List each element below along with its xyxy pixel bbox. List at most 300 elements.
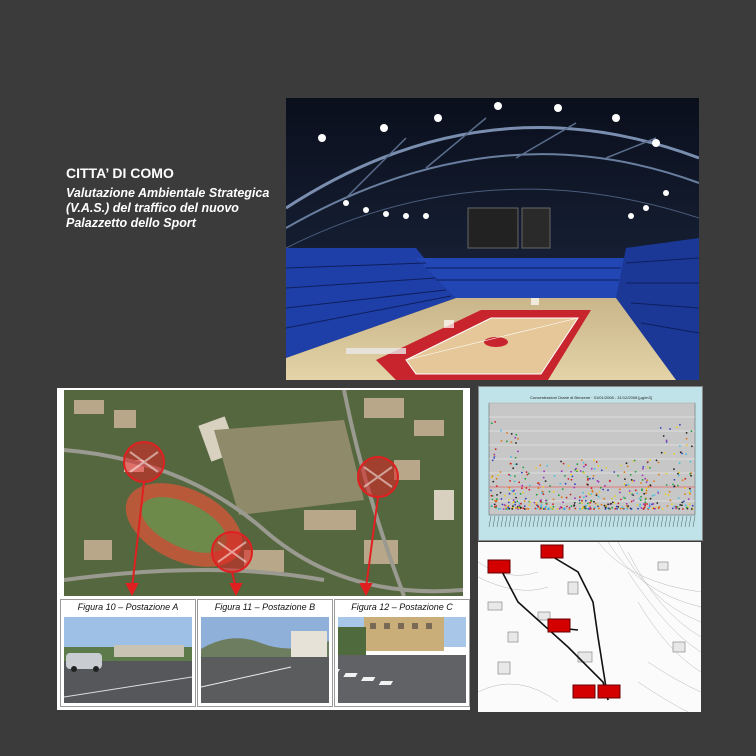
data-point	[646, 503, 648, 505]
aerial-figures-panel	[57, 388, 470, 710]
data-point	[513, 499, 515, 501]
data-point	[553, 491, 555, 493]
data-point	[643, 508, 645, 510]
data-point	[658, 474, 660, 476]
data-point	[640, 482, 642, 484]
data-point	[589, 507, 591, 509]
data-point	[642, 475, 644, 477]
data-point	[599, 491, 601, 493]
data-point	[596, 461, 598, 463]
data-point	[508, 499, 510, 501]
x-tick	[589, 516, 591, 527]
data-point	[604, 485, 606, 487]
data-point	[600, 487, 602, 489]
x-tick	[657, 516, 659, 527]
x-tick	[573, 516, 575, 527]
data-point	[583, 496, 585, 498]
data-point	[526, 508, 528, 510]
data-point	[491, 495, 493, 497]
data-point	[514, 501, 516, 503]
arena-illustration	[286, 98, 699, 380]
data-point	[543, 493, 545, 495]
data-point	[515, 442, 517, 444]
data-point	[653, 480, 655, 482]
data-point	[525, 498, 527, 500]
data-point	[678, 471, 680, 473]
data-point	[689, 488, 691, 490]
data-point	[689, 473, 691, 475]
data-point	[568, 478, 570, 480]
data-point	[605, 467, 607, 469]
data-point	[571, 479, 573, 481]
data-point	[639, 505, 641, 507]
data-point	[510, 456, 512, 458]
data-point	[536, 504, 538, 506]
data-point	[561, 507, 563, 509]
x-tick	[629, 516, 631, 527]
data-point	[573, 504, 575, 506]
data-point	[528, 473, 530, 475]
data-point	[668, 494, 670, 496]
data-point	[648, 507, 650, 509]
x-tick	[525, 516, 527, 527]
data-point	[660, 427, 662, 429]
data-point	[522, 467, 524, 469]
x-tick	[653, 516, 655, 527]
data-point	[561, 496, 563, 498]
data-point	[626, 508, 628, 510]
data-point	[520, 503, 522, 505]
data-point	[594, 468, 596, 470]
data-point	[680, 451, 682, 453]
data-point	[621, 506, 623, 508]
data-point	[645, 498, 647, 500]
data-point	[552, 503, 554, 505]
data-point	[541, 504, 543, 506]
data-point	[631, 508, 633, 510]
data-point	[656, 502, 658, 504]
data-point	[598, 507, 600, 509]
data-point	[654, 494, 656, 496]
data-point	[607, 489, 609, 491]
data-point	[671, 503, 673, 505]
data-point	[510, 463, 512, 465]
data-point	[620, 465, 622, 467]
data-point	[518, 507, 520, 509]
map-tag-4	[573, 685, 595, 698]
data-point	[666, 473, 668, 475]
data-point	[662, 508, 664, 510]
data-point	[677, 473, 679, 475]
data-point	[543, 470, 545, 472]
data-point	[579, 500, 581, 502]
data-point	[562, 488, 564, 490]
data-point	[686, 507, 688, 509]
data-point	[585, 495, 587, 497]
data-point	[681, 453, 683, 455]
data-point	[686, 444, 688, 446]
data-point	[570, 474, 572, 476]
data-point	[609, 480, 611, 482]
data-point	[643, 503, 645, 505]
data-point	[491, 422, 493, 424]
data-point	[583, 472, 585, 474]
data-point	[617, 475, 619, 477]
data-point	[585, 500, 587, 502]
data-point	[689, 503, 691, 505]
data-point	[639, 504, 641, 506]
data-point	[540, 499, 542, 501]
data-point	[597, 505, 599, 507]
figure-photo	[338, 617, 466, 703]
data-point	[649, 459, 651, 461]
x-tick	[557, 516, 559, 527]
data-point	[649, 484, 651, 486]
data-point	[641, 488, 643, 490]
data-point	[579, 508, 581, 510]
data-point	[529, 504, 531, 506]
data-point	[645, 492, 647, 494]
arena-photo	[286, 98, 699, 380]
data-point	[616, 508, 618, 510]
data-point	[508, 505, 510, 507]
x-tick	[585, 516, 587, 527]
data-point	[509, 489, 511, 491]
data-point	[585, 464, 587, 466]
data-point	[491, 505, 493, 507]
data-point	[542, 486, 544, 488]
data-point	[686, 432, 688, 434]
data-point	[677, 506, 679, 508]
data-point	[627, 505, 629, 507]
data-point	[580, 470, 582, 472]
figure-photo	[64, 617, 192, 703]
data-point	[570, 494, 572, 496]
data-point	[667, 505, 669, 507]
figure-postazione-a	[60, 599, 196, 707]
data-point	[624, 483, 626, 485]
data-point	[676, 426, 678, 428]
data-point	[504, 504, 506, 506]
data-point	[513, 493, 515, 495]
data-point	[593, 501, 595, 503]
data-point	[672, 508, 674, 510]
data-point	[553, 506, 555, 508]
data-point	[501, 498, 503, 500]
data-point	[691, 430, 693, 432]
data-point	[666, 441, 668, 443]
data-point	[652, 495, 654, 497]
data-point	[524, 478, 526, 480]
aerial-photo	[64, 390, 463, 596]
data-point	[593, 508, 595, 510]
data-point	[673, 468, 675, 470]
data-point	[576, 463, 578, 465]
data-point	[499, 508, 501, 510]
data-point	[572, 476, 574, 478]
data-point	[493, 454, 495, 456]
data-point	[524, 500, 526, 502]
data-point	[552, 508, 554, 510]
data-point	[588, 493, 590, 495]
data-point	[601, 469, 603, 471]
data-point	[517, 506, 519, 508]
data-point	[526, 487, 528, 489]
data-point	[574, 508, 576, 510]
data-point	[512, 505, 514, 507]
data-point	[582, 507, 584, 509]
data-point	[609, 508, 611, 510]
data-point	[673, 453, 675, 455]
data-point	[498, 508, 500, 510]
x-tick	[681, 516, 683, 527]
data-point	[566, 497, 568, 499]
data-point	[646, 488, 648, 490]
data-point	[624, 471, 626, 473]
data-point	[561, 470, 563, 472]
x-tick	[545, 516, 547, 527]
data-point	[650, 498, 652, 500]
aerial-illustration	[64, 390, 463, 596]
data-point	[661, 452, 663, 454]
data-point	[549, 508, 551, 510]
data-point	[649, 503, 651, 505]
data-point	[496, 498, 498, 500]
data-point	[543, 477, 545, 479]
data-point	[521, 472, 523, 474]
x-tick	[689, 516, 691, 527]
data-point	[492, 475, 494, 477]
data-point	[690, 475, 692, 477]
data-point	[511, 490, 513, 492]
data-point	[629, 490, 631, 492]
data-point	[679, 424, 681, 426]
figure-postazione-b	[197, 599, 333, 707]
data-point	[515, 457, 517, 459]
x-tick	[665, 516, 667, 527]
x-tick	[521, 516, 523, 527]
data-point	[646, 481, 648, 483]
data-point	[605, 505, 607, 507]
data-point	[678, 497, 680, 499]
data-point	[501, 440, 503, 442]
data-point	[511, 441, 513, 443]
data-point	[520, 493, 522, 495]
x-tick	[537, 516, 539, 527]
data-point	[508, 508, 510, 510]
data-point	[633, 480, 635, 482]
data-point	[627, 484, 629, 486]
data-point	[587, 476, 589, 478]
data-point	[644, 501, 646, 503]
data-point	[644, 505, 646, 507]
data-point	[635, 489, 637, 491]
x-tick	[677, 516, 679, 527]
data-point	[591, 500, 593, 502]
x-tick	[685, 516, 687, 527]
data-point	[665, 493, 667, 495]
data-point	[492, 481, 494, 483]
data-point	[579, 502, 581, 504]
data-point	[631, 501, 633, 503]
data-point	[691, 508, 693, 510]
data-point	[521, 485, 523, 487]
data-point	[515, 497, 517, 499]
data-point	[574, 497, 576, 499]
data-point	[513, 489, 515, 491]
data-point	[601, 504, 603, 506]
data-point	[508, 502, 510, 504]
data-point	[647, 461, 649, 463]
data-point	[626, 503, 628, 505]
data-point	[506, 440, 508, 442]
benzene-chart	[479, 387, 702, 540]
data-point	[516, 501, 518, 503]
data-point	[509, 493, 511, 495]
data-point	[592, 478, 594, 480]
data-point	[500, 492, 502, 494]
data-point	[545, 500, 547, 502]
data-point	[684, 487, 686, 489]
data-point	[637, 504, 639, 506]
x-tick-marks	[489, 516, 695, 527]
data-point	[538, 506, 540, 508]
data-point	[688, 498, 690, 500]
data-point	[571, 505, 573, 507]
x-tick	[661, 516, 663, 527]
x-tick	[529, 516, 531, 527]
data-point	[496, 494, 498, 496]
data-point	[575, 468, 577, 470]
data-point	[581, 459, 583, 461]
data-point	[493, 457, 495, 459]
data-point	[560, 461, 562, 463]
data-point	[587, 479, 589, 481]
data-point	[496, 485, 498, 487]
data-point	[595, 503, 597, 505]
x-tick	[513, 516, 515, 527]
data-point	[674, 506, 676, 508]
figure-caption: Figura 12 – Postazione C	[351, 602, 453, 612]
map-tag-5	[598, 685, 620, 698]
data-point	[512, 467, 514, 469]
data-point	[652, 503, 654, 505]
data-point	[686, 438, 688, 440]
data-point	[675, 507, 677, 509]
data-point	[611, 498, 613, 500]
data-point	[654, 508, 656, 510]
x-tick	[505, 516, 507, 527]
data-point	[541, 508, 543, 510]
data-point	[558, 494, 560, 496]
data-point	[674, 479, 676, 481]
data-point	[564, 475, 566, 477]
data-point	[524, 505, 526, 507]
data-point	[610, 503, 612, 505]
data-point	[545, 506, 547, 508]
data-point	[589, 478, 591, 480]
x-tick	[497, 516, 499, 527]
data-point	[649, 467, 651, 469]
data-point	[619, 488, 621, 490]
data-point	[549, 485, 551, 487]
x-tick	[645, 516, 647, 527]
data-point	[640, 496, 642, 498]
data-point	[633, 500, 635, 502]
data-point	[629, 492, 631, 494]
data-point	[559, 508, 561, 510]
data-point	[587, 508, 589, 510]
data-point	[618, 503, 620, 505]
x-tick	[693, 516, 695, 527]
data-point	[605, 508, 607, 510]
data-point	[643, 493, 645, 495]
x-tick	[549, 516, 551, 527]
data-point	[514, 504, 516, 506]
data-point	[515, 434, 517, 436]
data-point	[522, 507, 524, 509]
x-tick	[517, 516, 519, 527]
data-point	[685, 504, 687, 506]
map-tag-2	[541, 545, 563, 558]
data-point	[515, 464, 517, 466]
data-point	[517, 438, 519, 440]
data-point	[573, 487, 575, 489]
data-point	[679, 504, 681, 506]
chart-title: Concentrazioni Orarie di Benzene · 01/01/2008 - 31/12/2008 [µg/m3]	[530, 395, 652, 400]
data-point	[678, 475, 680, 477]
data-point	[529, 501, 531, 503]
data-point	[625, 484, 627, 486]
data-point	[494, 500, 496, 502]
data-point	[535, 508, 537, 510]
data-point	[570, 471, 572, 473]
x-tick	[613, 516, 615, 527]
data-point	[545, 502, 547, 504]
data-point	[515, 507, 517, 509]
data-point	[518, 481, 520, 483]
data-point	[642, 479, 644, 481]
x-tick	[649, 516, 651, 527]
figure-postazione-c	[334, 599, 470, 707]
data-point	[597, 480, 599, 482]
data-point	[545, 508, 547, 510]
x-tick	[553, 516, 555, 527]
data-point	[536, 508, 538, 510]
data-point	[562, 501, 564, 503]
x-tick	[669, 516, 671, 527]
data-point	[659, 506, 661, 508]
data-point	[553, 499, 555, 501]
data-point	[614, 508, 616, 510]
route-map	[478, 542, 701, 712]
data-point	[497, 475, 499, 477]
data-point	[514, 437, 516, 439]
data-point	[582, 492, 584, 494]
data-point	[495, 448, 497, 450]
data-point	[690, 461, 692, 463]
data-point	[506, 432, 508, 434]
x-tick	[569, 516, 571, 527]
map-tag-3	[548, 619, 570, 632]
data-point	[691, 445, 693, 447]
data-point	[669, 428, 671, 430]
figure-caption: Figura 10 – Postazione A	[77, 602, 179, 612]
data-point	[669, 491, 671, 493]
x-tick	[633, 516, 635, 527]
data-point	[581, 500, 583, 502]
figure-row	[60, 599, 468, 707]
